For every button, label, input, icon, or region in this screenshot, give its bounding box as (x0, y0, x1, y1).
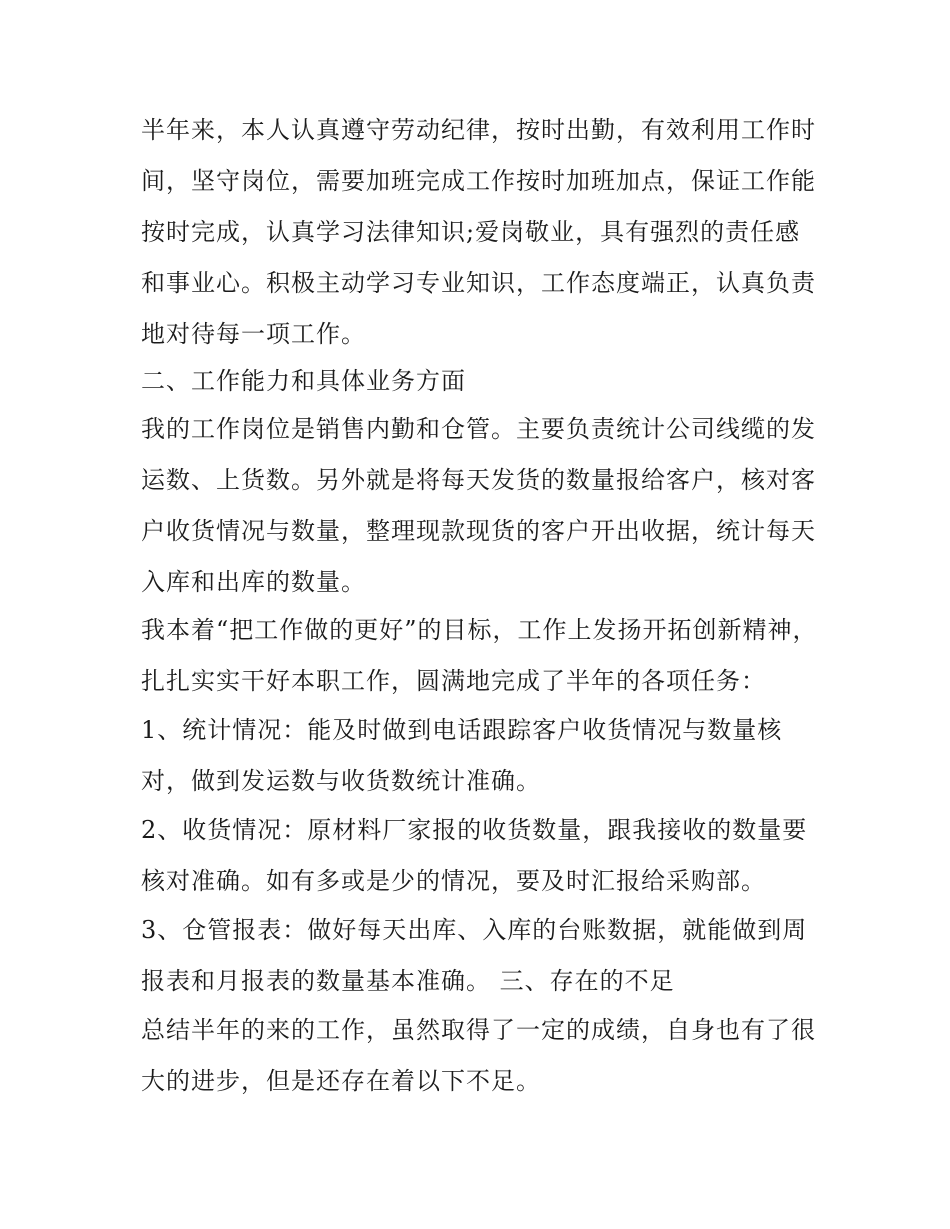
text-line: 对，做到发运数与收货数统计准确。 (141, 767, 541, 795)
text-line: 报表和月报表的数量基本准确。 三、存在的不足 (141, 967, 675, 995)
text-line: 和事业心。积极主动学习专业知识，工作态度端正，认真负责 (141, 269, 816, 297)
text-line: 入库和出库的数量。 (141, 568, 366, 596)
text-line: 核对准确。如有多或是少的情况，要及时汇报给采购部。 (141, 867, 766, 895)
text-line: 户收货情况与数量，整理现款现货的客户开出收据，统计每天 (141, 517, 816, 545)
text-line: 运数、上货数。另外就是将每天发货的数量报给客户，核对客 (141, 466, 816, 494)
text-line: 半年来，本人认真遵守劳动纪律，按时出勤，有效利用工作时 (141, 116, 816, 144)
section-heading: 二、工作能力和具体业务方面 (141, 367, 466, 395)
text-line: 我本着“把工作做的更好”的目标，工作上发扬开拓创新精神， (141, 616, 818, 644)
text-line: 地对待每一项工作。 (141, 320, 366, 348)
text-line: 我的工作岗位是销售内勤和仓管。主要负责统计公司线缆的发 (141, 415, 816, 443)
text-line: 按时完成，认真学习法律知识;爱岗敬业，具有强烈的责任感 (141, 218, 801, 246)
text-line: 扎扎实实干好本职工作，圆满地完成了半年的各项任务： (141, 667, 766, 695)
text-line: 1、统计情况：能及时做到电话跟踪客户收货情况与数量核 (141, 716, 783, 744)
text-line: 间，坚守岗位，需要加班完成工作按时加班加点，保证工作能 (141, 167, 816, 195)
text-line: 大的进步，但是还存在着以下不足。 (141, 1067, 541, 1095)
text-line: 3、仓管报表：做好每天出库、入库的台账数据，就能做到周 (141, 916, 808, 944)
text-line: 总结半年的来的工作，虽然取得了一定的成绩，自身也有了很 (141, 1016, 816, 1044)
text-line: 2、收货情况：原材料厂家报的收货数量，跟我接收的数量要 (141, 816, 808, 844)
